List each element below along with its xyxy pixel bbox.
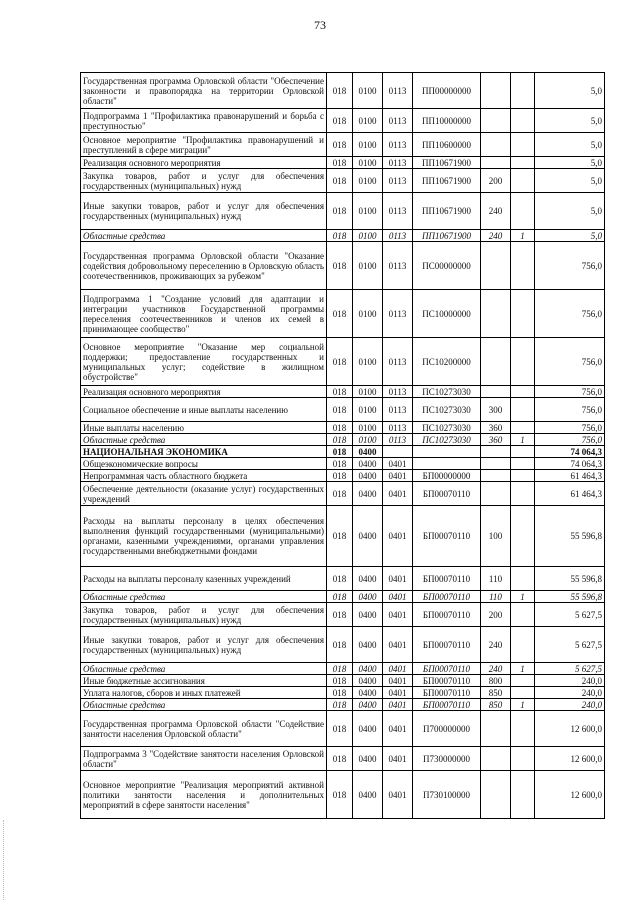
subsection-code-cell: 0401 — [383, 699, 413, 711]
subsection-code-cell: 0113 — [383, 169, 413, 193]
expense-type-cell — [481, 446, 511, 458]
ministry-code-cell: 018 — [327, 567, 353, 591]
amount-cell: 55 596,8 — [535, 567, 605, 591]
amount-cell: 12 600,0 — [535, 771, 605, 819]
row-name-cell: Областные средства — [81, 699, 327, 711]
row-name-cell: Реализация основного мероприятия — [81, 386, 327, 398]
amount-cell: 5,0 — [535, 230, 605, 242]
expense-type-cell: 240 — [481, 663, 511, 675]
table-row — [81, 398, 605, 422]
funding-source-cell — [511, 747, 535, 771]
ministry-code-cell: 018 — [327, 230, 353, 242]
row-name-cell: Иные закупки товаров, работ и услуг для обеспечения государственных (муниципальных) нужд — [81, 193, 327, 230]
ministry-code-cell: 018 — [327, 73, 353, 109]
funding-source-cell — [511, 482, 535, 506]
section-code-cell: 0100 — [353, 422, 383, 434]
amount-cell: 756,0 — [535, 434, 605, 446]
expense-type-cell: 800 — [481, 675, 511, 687]
amount-cell: 61 464,3 — [535, 470, 605, 482]
expense-type-cell — [481, 386, 511, 398]
expense-type-cell: 850 — [481, 687, 511, 699]
amount-cell: 756,0 — [535, 290, 605, 338]
table-row — [81, 422, 605, 434]
funding-source-cell — [511, 193, 535, 230]
expense-type-cell: 200 — [481, 169, 511, 193]
row-name-cell: Общеэкономические вопросы — [81, 458, 327, 470]
row-name-cell: Подпрограмма 1 "Создание условий для адаптации и интеграции участников Государственной программы переселения соотечественников и членов их семей в принимающее сообщество" — [81, 290, 327, 338]
funding-source-cell — [511, 687, 535, 699]
target-article-cell: БП00070110 — [413, 699, 481, 711]
section-code-cell: 0400 — [353, 591, 383, 603]
row-name-cell: Основное мероприятие "Реализация мероприятий активной политики занятости населения и дополнительных мероприятий в сфере занятости населения" — [81, 771, 327, 819]
expense-type-cell — [481, 771, 511, 819]
table-row — [81, 169, 605, 193]
funding-source-cell — [511, 73, 535, 109]
section-code-cell: 0100 — [353, 398, 383, 422]
expense-type-cell — [481, 338, 511, 386]
amount-cell: 5 627,5 — [535, 603, 605, 627]
funding-source-cell — [511, 109, 535, 133]
target-article-cell: БП00070110 — [413, 482, 481, 506]
section-code-cell: 0100 — [353, 290, 383, 338]
row-name-cell: Подпрограмма 3 "Содействие занятости населения Орловской области" — [81, 747, 327, 771]
funding-source-cell — [511, 567, 535, 591]
row-name-cell: Уплата налогов, сборов и иных платежей — [81, 687, 327, 699]
funding-source-cell — [511, 627, 535, 663]
section-code-cell: 0400 — [353, 446, 383, 458]
subsection-code-cell: 0401 — [383, 771, 413, 819]
scan-edge-mark — [3, 820, 5, 900]
section-code-cell: 0100 — [353, 230, 383, 242]
ministry-code-cell: 018 — [327, 506, 353, 567]
funding-source-cell: 1 — [511, 663, 535, 675]
target-article-cell: БП00070110 — [413, 506, 481, 567]
target-article-cell: БП00070110 — [413, 567, 481, 591]
subsection-code-cell: 0401 — [383, 687, 413, 699]
funding-source-cell — [511, 398, 535, 422]
row-name-cell: НАЦИОНАЛЬНАЯ ЭКОНОМИКА — [81, 446, 327, 458]
section-code-cell: 0400 — [353, 711, 383, 747]
target-article-cell: ПС00000000 — [413, 242, 481, 290]
table-row — [81, 591, 605, 603]
funding-source-cell: 1 — [511, 591, 535, 603]
table-row — [81, 771, 605, 819]
amount-cell: 240,0 — [535, 699, 605, 711]
amount-cell: 5 627,5 — [535, 627, 605, 663]
subsection-code-cell: 0113 — [383, 133, 413, 157]
subsection-code-cell: 0401 — [383, 506, 413, 567]
table-row — [81, 73, 605, 109]
subsection-code-cell: 0113 — [383, 109, 413, 133]
subsection-code-cell: 0401 — [383, 663, 413, 675]
amount-cell: 5 627,5 — [535, 663, 605, 675]
section-code-cell: 0400 — [353, 482, 383, 506]
table-row — [81, 109, 605, 133]
ministry-code-cell: 018 — [327, 338, 353, 386]
subsection-code-cell — [383, 446, 413, 458]
amount-cell: 5,0 — [535, 193, 605, 230]
section-code-cell: 0400 — [353, 567, 383, 591]
section-code-cell: 0100 — [353, 434, 383, 446]
amount-cell: 5,0 — [535, 73, 605, 109]
ministry-code-cell: 018 — [327, 157, 353, 169]
page-number: 73 — [314, 18, 326, 32]
funding-source-cell — [511, 338, 535, 386]
section-code-cell: 0400 — [353, 506, 383, 567]
expense-type-cell: 240 — [481, 627, 511, 663]
target-article-cell: ПП10671900 — [413, 157, 481, 169]
subsection-code-cell: 0401 — [383, 711, 413, 747]
ministry-code-cell: 018 — [327, 398, 353, 422]
funding-source-cell — [511, 242, 535, 290]
expense-type-cell — [481, 458, 511, 470]
section-code-cell: 0400 — [353, 458, 383, 470]
section-code-cell: 0100 — [353, 169, 383, 193]
subsection-code-cell: 0401 — [383, 482, 413, 506]
subsection-code-cell: 0113 — [383, 290, 413, 338]
expense-type-cell: 300 — [481, 398, 511, 422]
amount-cell: 5,0 — [535, 133, 605, 157]
row-name-cell: Закупка товаров, работ и услуг для обеспечения государственных (муниципальных) нужд — [81, 603, 327, 627]
section-code-cell: 0400 — [353, 627, 383, 663]
target-article-cell: ПС10273030 — [413, 386, 481, 398]
row-name-cell: Реализация основного мероприятия — [81, 157, 327, 169]
table-row — [81, 687, 605, 699]
section-code-cell: 0100 — [353, 386, 383, 398]
row-name-cell: Закупка товаров, работ и услуг для обеспечения государственных (муниципальных) нужд — [81, 169, 327, 193]
ministry-code-cell: 018 — [327, 290, 353, 338]
funding-source-cell — [511, 711, 535, 747]
expense-type-cell — [481, 133, 511, 157]
section-code-cell: 0100 — [353, 133, 383, 157]
table-row — [81, 242, 605, 290]
target-article-cell: ПП10671900 — [413, 169, 481, 193]
target-article-cell: ПП10000000 — [413, 109, 481, 133]
subsection-code-cell: 0113 — [383, 338, 413, 386]
amount-cell: 756,0 — [535, 338, 605, 386]
subsection-code-cell: 0401 — [383, 627, 413, 663]
ministry-code-cell: 018 — [327, 747, 353, 771]
amount-cell: 5,0 — [535, 169, 605, 193]
funding-source-cell — [511, 458, 535, 470]
amount-cell: 55 596,8 — [535, 591, 605, 603]
funding-source-cell — [511, 603, 535, 627]
amount-cell: 61 464,3 — [535, 482, 605, 506]
target-article-cell: ПС10273030 — [413, 422, 481, 434]
section-code-cell: 0400 — [353, 699, 383, 711]
amount-cell: 55 596,8 — [535, 506, 605, 567]
ministry-code-cell: 018 — [327, 711, 353, 747]
row-name-cell: Иные выплаты населению — [81, 422, 327, 434]
ministry-code-cell: 018 — [327, 687, 353, 699]
target-article-cell: БП00070110 — [413, 663, 481, 675]
row-name-cell: Социальное обеспечение и иные выплаты населению — [81, 398, 327, 422]
table-row — [81, 482, 605, 506]
table-row — [81, 711, 605, 747]
expense-type-cell — [481, 482, 511, 506]
target-article-cell: БП00000000 — [413, 470, 481, 482]
target-article-cell: ПС10273030 — [413, 434, 481, 446]
section-code-cell: 0100 — [353, 242, 383, 290]
table-row — [81, 627, 605, 663]
funding-source-cell — [511, 386, 535, 398]
target-article-cell — [413, 458, 481, 470]
funding-source-cell — [511, 470, 535, 482]
row-name-cell: Иные закупки товаров, работ и услуг для обеспечения государственных (муниципальных) нужд — [81, 627, 327, 663]
ministry-code-cell: 018 — [327, 603, 353, 627]
amount-cell: 12 600,0 — [535, 747, 605, 771]
section-code-cell: 0100 — [353, 193, 383, 230]
row-name-cell: Государственная программа Орловской области "Оказание содействия добровольному переселению в Орловскую область соотечественников, проживающих за рубежом" — [81, 242, 327, 290]
expense-type-cell — [481, 290, 511, 338]
expense-type-cell — [481, 711, 511, 747]
table-row — [81, 386, 605, 398]
section-code-cell: 0400 — [353, 771, 383, 819]
expense-type-cell: 240 — [481, 230, 511, 242]
expense-type-cell: 100 — [481, 506, 511, 567]
funding-source-cell — [511, 169, 535, 193]
row-name-cell: Государственная программа Орловской области "Обеспечение законности и правопорядка на территории Орловской области" — [81, 73, 327, 109]
target-article-cell: БП00070110 — [413, 603, 481, 627]
subsection-code-cell: 0401 — [383, 567, 413, 591]
table-row — [81, 699, 605, 711]
target-article-cell: ПС10273030 — [413, 398, 481, 422]
funding-source-cell — [511, 133, 535, 157]
target-article-cell: БП00070110 — [413, 675, 481, 687]
ministry-code-cell: 018 — [327, 109, 353, 133]
amount-cell: 5,0 — [535, 157, 605, 169]
expense-type-cell: 360 — [481, 422, 511, 434]
expense-type-cell: 360 — [481, 434, 511, 446]
subsection-code-cell: 0113 — [383, 230, 413, 242]
section-code-cell: 0100 — [353, 109, 383, 133]
ministry-code-cell: 018 — [327, 627, 353, 663]
target-article-cell: ПП10600000 — [413, 133, 481, 157]
ministry-code-cell: 018 — [327, 591, 353, 603]
subsection-code-cell: 0113 — [383, 398, 413, 422]
expense-type-cell — [481, 73, 511, 109]
section-code-cell: 0100 — [353, 338, 383, 386]
subsection-code-cell: 0401 — [383, 591, 413, 603]
subsection-code-cell: 0113 — [383, 422, 413, 434]
funding-source-cell — [511, 771, 535, 819]
section-code-cell: 0100 — [353, 73, 383, 109]
target-article-cell: ПС10000000 — [413, 290, 481, 338]
table-row — [81, 434, 605, 446]
target-article-cell: ПП10671900 — [413, 193, 481, 230]
expense-type-cell: 850 — [481, 699, 511, 711]
table-row — [81, 663, 605, 675]
funding-source-cell — [511, 422, 535, 434]
row-name-cell: Основное мероприятие "Оказание мер социальной поддержки; предоставление государственных и муниципальных услуг; содействие в жилищном обустройстве" — [81, 338, 327, 386]
subsection-code-cell: 0113 — [383, 242, 413, 290]
table-row — [81, 157, 605, 169]
amount-cell: 240,0 — [535, 687, 605, 699]
section-code-cell: 0400 — [353, 663, 383, 675]
table-row — [81, 603, 605, 627]
table-row — [81, 675, 605, 687]
table-row — [81, 458, 605, 470]
ministry-code-cell: 018 — [327, 675, 353, 687]
table-row — [81, 446, 605, 458]
subsection-code-cell: 0401 — [383, 470, 413, 482]
ministry-code-cell: 018 — [327, 422, 353, 434]
ministry-code-cell: 018 — [327, 169, 353, 193]
section-code-cell: 0400 — [353, 470, 383, 482]
amount-cell: 756,0 — [535, 422, 605, 434]
expense-type-cell — [481, 747, 511, 771]
row-name-cell: Расходы на выплаты персоналу в целях обеспечения выполнения функций государственными (муниципальными) органами, казенными учреждениями, органами управления государственными внебюджетными фондами — [81, 506, 327, 567]
funding-source-cell — [511, 290, 535, 338]
target-article-cell: ПП10671900 — [413, 230, 481, 242]
funding-source-cell — [511, 506, 535, 567]
ministry-code-cell: 018 — [327, 458, 353, 470]
subsection-code-cell: 0401 — [383, 603, 413, 627]
target-article-cell: ПП00000000 — [413, 73, 481, 109]
ministry-code-cell: 018 — [327, 133, 353, 157]
row-name-cell: Расходы на выплаты персоналу казенных учреждений — [81, 567, 327, 591]
expense-type-cell: 110 — [481, 567, 511, 591]
row-name-cell: Государственная программа Орловской области "Содействие занятости населения Орловской области" — [81, 711, 327, 747]
amount-cell: 756,0 — [535, 242, 605, 290]
subsection-code-cell: 0113 — [383, 157, 413, 169]
funding-source-cell: 1 — [511, 434, 535, 446]
target-article-cell: БП00070110 — [413, 627, 481, 663]
ministry-code-cell: 018 — [327, 699, 353, 711]
subsection-code-cell: 0113 — [383, 386, 413, 398]
target-article-cell: БП00070110 — [413, 591, 481, 603]
expense-type-cell: 240 — [481, 193, 511, 230]
amount-cell: 12 600,0 — [535, 711, 605, 747]
amount-cell: 74 064,3 — [535, 446, 605, 458]
target-article-cell: П730000000 — [413, 747, 481, 771]
subsection-code-cell: 0401 — [383, 675, 413, 687]
row-name-cell: Основное мероприятие "Профилактика правонарушений и преступлений в сфере миграции" — [81, 133, 327, 157]
amount-cell: 240,0 — [535, 675, 605, 687]
row-name-cell: Областные средства — [81, 434, 327, 446]
table-row — [81, 338, 605, 386]
table-row — [81, 747, 605, 771]
ministry-code-cell: 018 — [327, 386, 353, 398]
row-name-cell: Обеспечение деятельности (оказание услуг) государственных учреждений — [81, 482, 327, 506]
table-row — [81, 230, 605, 242]
budget-table — [80, 72, 605, 819]
section-code-cell: 0100 — [353, 157, 383, 169]
row-name-cell: Подпрограмма 1 "Профилактика правонарушений и борьба с преступностью" — [81, 109, 327, 133]
amount-cell: 756,0 — [535, 398, 605, 422]
section-code-cell: 0400 — [353, 747, 383, 771]
section-code-cell: 0400 — [353, 675, 383, 687]
ministry-code-cell: 018 — [327, 446, 353, 458]
funding-source-cell — [511, 675, 535, 687]
target-article-cell: П730100000 — [413, 771, 481, 819]
target-article-cell: ПС10200000 — [413, 338, 481, 386]
expense-type-cell: 200 — [481, 603, 511, 627]
expense-type-cell — [481, 242, 511, 290]
expense-type-cell — [481, 109, 511, 133]
table-row — [81, 290, 605, 338]
row-name-cell: Иные бюджетные ассигнования — [81, 675, 327, 687]
target-article-cell: БП00070110 — [413, 687, 481, 699]
table-row — [81, 193, 605, 230]
table-body — [81, 73, 605, 819]
ministry-code-cell: 018 — [327, 193, 353, 230]
table-row — [81, 470, 605, 482]
ministry-code-cell: 018 — [327, 663, 353, 675]
funding-source-cell — [511, 446, 535, 458]
table-row — [81, 506, 605, 567]
funding-source-cell: 1 — [511, 230, 535, 242]
ministry-code-cell: 018 — [327, 434, 353, 446]
ministry-code-cell: 018 — [327, 470, 353, 482]
row-name-cell: Непрограммная часть областного бюджета — [81, 470, 327, 482]
section-code-cell: 0400 — [353, 687, 383, 699]
funding-source-cell — [511, 157, 535, 169]
table-row — [81, 567, 605, 591]
subsection-code-cell: 0113 — [383, 193, 413, 230]
expense-type-cell: 110 — [481, 591, 511, 603]
row-name-cell: Областные средства — [81, 591, 327, 603]
subsection-code-cell: 0113 — [383, 73, 413, 109]
table-row — [81, 133, 605, 157]
section-code-cell: 0400 — [353, 603, 383, 627]
row-name-cell: Областные средства — [81, 230, 327, 242]
target-article-cell — [413, 446, 481, 458]
amount-cell: 74 064,3 — [535, 458, 605, 470]
subsection-code-cell: 0113 — [383, 434, 413, 446]
expense-type-cell — [481, 157, 511, 169]
funding-source-cell: 1 — [511, 699, 535, 711]
target-article-cell: П700000000 — [413, 711, 481, 747]
row-name-cell: Областные средства — [81, 663, 327, 675]
subsection-code-cell: 0401 — [383, 458, 413, 470]
ministry-code-cell: 018 — [327, 482, 353, 506]
subsection-code-cell: 0401 — [383, 747, 413, 771]
expense-type-cell — [481, 470, 511, 482]
amount-cell: 756,0 — [535, 386, 605, 398]
ministry-code-cell: 018 — [327, 242, 353, 290]
ministry-code-cell: 018 — [327, 771, 353, 819]
amount-cell: 5,0 — [535, 109, 605, 133]
